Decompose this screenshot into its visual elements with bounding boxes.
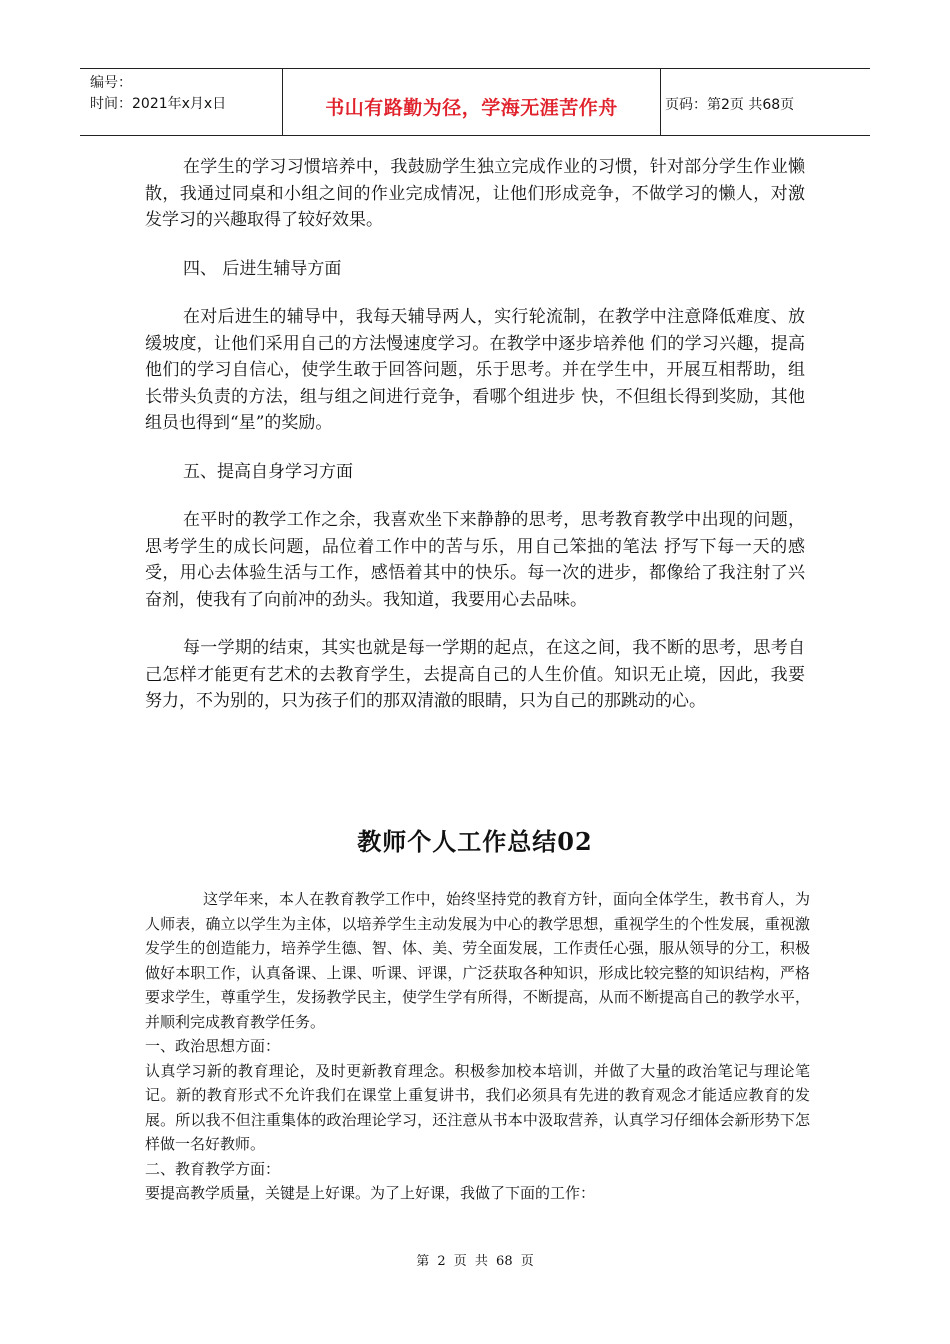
paragraph-intro: 这学年来，本人在教育教学工作中，始终坚持党的教育方针，面向全体学生，教书育人，为人师表，确立以学生为主体，以培养学生主动发展为中心的教学思想，重视学生的个性发展，重视激发学生的创造能力，培养学生德、智、体、美、劳全面发展，工作责任心强，服从领导的分工，积极做好本职工作，认真备课、上课、听课、评课，广泛获取各种知识，形成比较完整的知识结构，严格要求学生，尊重学生，发扬教学民主，使学生学有所得，不断提高，从而不断提高自己的教学水平，并顺利完成教育教学任务。 bbox=[145, 890, 810, 1031]
paragraph-self-study: 在平时的教学工作之余，我喜欢坐下来静静的思考，思考教育教学中出现的问题，思考学生的成长问题，品位着工作中的苦与乐，用自己笨拙的笔法 抒写下每一天的感受，用心去体验生活与工作，感悟着其中的快乐。每一次的进步，都像给了我注射了兴奋剂，使我有了向前冲的劲头。我知道，我要用心去品味。 bbox=[145, 510, 805, 610]
header-page-info-cell bbox=[661, 69, 870, 135]
page-footer: 第 2 页 共 68 页 bbox=[416, 1254, 534, 1269]
header-meta bbox=[80, 69, 283, 135]
document-number-label: 编号： bbox=[90, 75, 132, 91]
paragraph-tutoring: 在对后进生的辅导中，我每天辅导两人，实行轮流制，在教学中注意降低难度、放缓坡度，让他们采用自己的方法慢速度学习。在教学中逐步培养他 们的学习兴趣，提高他们的学习自信心，使学生敢于回答问题，乐于思考。并在学生中，开展互相帮助，组长带头负责的方法，组与组之间进行竞争，看哪个组进步 快，不但组长得到奖励，其他组员也得到“星”的奖励。 bbox=[145, 307, 805, 433]
paragraph-study-habits: 在学生的学习习惯培养中，我鼓励学生独立完成作业的习惯，针对部分学生作业懒散，我通过同桌和小组之间的作业完成情况，让他们形成竞争，不做学习的懒人，对激发学习的兴趣取得了较好效果。 bbox=[145, 157, 805, 230]
summary-02-body bbox=[145, 887, 810, 1206]
paragraph-teaching: 要提高教学质量，关键是上好课。为了上好课，我做了下面的工作： bbox=[145, 1184, 596, 1202]
section-heading-two: 二、教育教学方面： bbox=[145, 1159, 281, 1178]
header-motto-cell bbox=[283, 69, 661, 135]
paragraph-closing: 每一学期的结束，其实也就是每一学期的起点，在这之间，我不断的思考，思考自己怎样才能更有艺术的去教育学生，去提高自己的人生价值。知识无止境，因此，我要努力，不为别的，只为孩子们的那双清澈的眼睛，只为自己的那跳动的心。 bbox=[145, 638, 805, 711]
section-heading-five: 五、提高自身学习方面 bbox=[183, 461, 353, 482]
header-motto: 书山有路勤为径，学海无涯苦作舟 bbox=[325, 96, 618, 119]
section-heading-four: 四、 后进生辅导方面 bbox=[183, 258, 342, 279]
page-header bbox=[80, 68, 870, 136]
summary-continuation bbox=[145, 154, 805, 737]
document-title: 教师个人工作总结02 bbox=[357, 827, 593, 856]
section-heading-one: 一、政治思想方面： bbox=[145, 1037, 281, 1055]
paragraph-politics: 认真学习新的教育理论，及时更新教育理念。积极参加校本培训，并做了大量的政治笔记与理论笔记。新的教育形式不允许我们在课堂上重复讲书，我们必须具有先进的教育观念才能适应教育的发展。所以我不但注重集体的政治理论学习，还注意从书本中汲取营养，认真学习仔细体会新形势下怎样做一名好教师。 bbox=[145, 1061, 810, 1153]
document-time-label: 时间：2021年x月x日 bbox=[90, 96, 227, 112]
header-page-info: 页码：第2页 共68页 bbox=[665, 97, 795, 113]
